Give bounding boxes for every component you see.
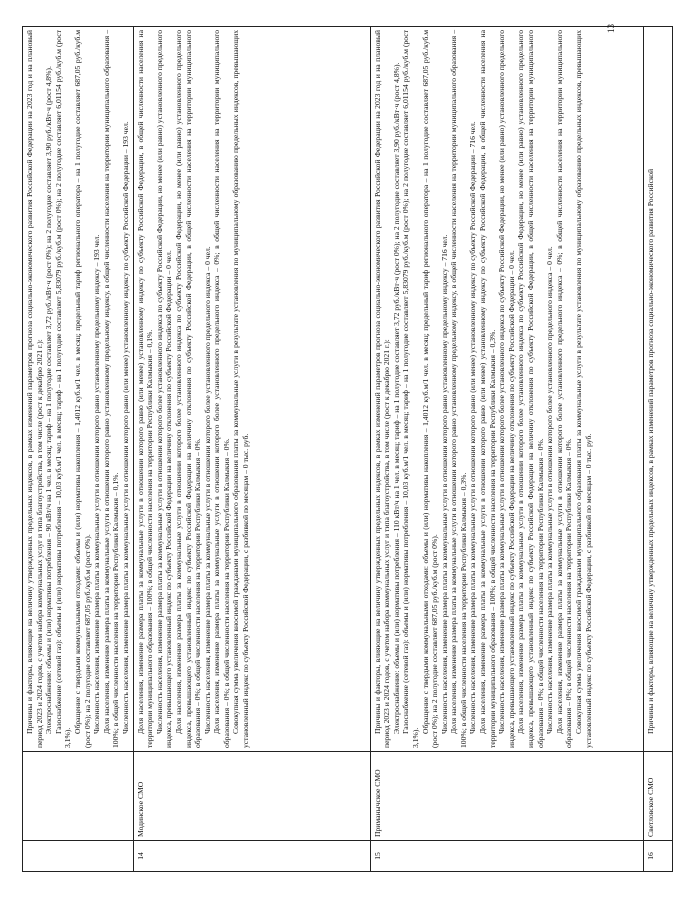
description-paragraph: Доля населения, изменение размера платы за коммунальные услуги в отношении которого равно установленному предельному индексу, в общей численности населения на территории муниципального образования – 100%; в общей численности населения на территории Республики Калмыкия – 0,3%. (449, 30, 468, 748)
municipality-name: Приманычское СМО (370, 752, 643, 841)
description-cell (133, 27, 370, 752)
description-paragraph: Численность населения, изменение размера платы за коммунальные услуги в отношении которого равно (или менее) установленному индексу по субъекту Российской Федерации – 193 чел. (120, 121, 130, 734)
description-paragraph: Электроснабжение: объемы и (или) нормативы потребления – 110 кВт/ч на 1 чел. в месяц; тариф – на 1 полугодие составляет 3,72 руб./кВт·ч (рост 0%); на 2 полугодие составляет 3,90 руб./кВт·ч (рост 4,8%). (391, 62, 401, 734)
description-paragraph: Численность населения, изменение размера платы за коммунальные услуги в отношении которого более установленного индекса по субъекту Российской Федерации, но менее (или равно) установленного предельного индекса, превышающего установленный индекс по субъекту Российской Федерации на величину отклонения по субъекту Российской Федерации – 0 чел. (497, 30, 516, 748)
description-cell (643, 27, 672, 752)
document-page (14, 12, 655, 890)
description-paragraph: Доля населения, изменение размера платы за коммунальные услуги в отношении которого более установленного предельного индекса – 0%; в общей численности населения на территории муниципального образования – 0%; в общей численности населения на территории Республики Калмыкия – 0%. (554, 30, 574, 748)
municipality-name (23, 752, 134, 841)
description-cell (23, 27, 134, 752)
table-row (643, 27, 672, 872)
tariff-table (22, 26, 673, 872)
description-paragraph: Доля населения, изменение размера платы за коммунальные услуги в отношении которого более установленного индекса по субъекту Российской Федерации, но менее (или равно) установленного предельного индекса, превышающего установленный индекс по субъекту Российской Федерации на величину отклонения по субъекту Российской Федерации, в общей численности населения на территории муниципального образования – 0%; в общей численности населения на территории Республики Калмыкия – 0%. (516, 30, 545, 748)
description-cell (370, 27, 643, 752)
description-paragraph: Газоснабжение (сетевой газ): объемы и (или) нормативы потребления – 10,03 куб.м/1 чел. в месяц; тариф – на 1 полугодие составляет 5,83079 руб./куб.м (рост 0%); на 2 полугодие составляет 6,01154 руб./куб.м (рост 3,1%). (401, 30, 420, 748)
row-number: 14 (133, 841, 370, 872)
description-paragraph: Численность населения, изменение размера платы за коммунальные услуги в отношении которого равно установленному предельному индексу – 193 чел. (92, 234, 102, 734)
description-paragraph: Численность населения, изменение размера платы за коммунальные услуги в отношении которого более установленного предельного индекса – 0 чел. (545, 246, 555, 734)
table-row (370, 27, 643, 872)
rotated-page-content (14, 12, 655, 890)
table-row (133, 27, 370, 872)
description-paragraph: Причины и факторы, влияющие на величину утвержденных предельных индексов, в рамках изменений параметров прогноза социально-экономического развития Российской (645, 168, 655, 734)
description-paragraph: Численность населения, изменение размера платы за коммунальные услуги в отношении которого равно установленному предельному индексу – 716 чел. (439, 234, 449, 734)
table-row (23, 27, 134, 872)
description-paragraph: Причины и факторы, влияющие на величину утвержденных предельных индексов, в рамках изменений параметров прогноза социально-экономического развития Российской Федерации на 2023 год и на плановый период 2023 и 2024 годов, с учетом набора коммунальных услуг и типа благоустройства, в том числе (рост к декабрю 2021 г.): (372, 30, 392, 748)
municipality-name: Модинское СМО (133, 752, 370, 841)
description-paragraph: Причины и факторы, влияющие на величину утвержденных предельных индексов, в рамках изменений параметров прогноза социально-экономического развития Российской Федерации на 2023 год и на плановый период 2023 и 2024 годов, с учетом набора коммунальных услуг и типа благоустройства, в том числе (рост к декабрю 2021 г.): (25, 30, 44, 748)
description-paragraph: Совокупная сумма увеличения вносимой гражданами муниципального образования платы за коммунальные услуги в результате установления по муниципальному образованию предельных индексов, превышающих установленный индекс по субъекту Российской Федерации, с разбивкой по месяцам – 0 тыс. руб. (231, 30, 251, 748)
description-paragraph: Численность населения, изменение размера платы за коммунальные услуги в отношении которого более установленного индекса по субъекту Российской Федерации, но менее (или равно) установленного предельного индекса, превышающего установленный индекс по субъекту Российской Федерации на величину отклонения по субъекту Российской Федерации – 0 чел. (154, 30, 174, 748)
description-paragraph: Обращение с твердыми коммунальными отходами: объемы и (или) нормативы накопления – 1,4012 куб.м/1 чел. в месяц; предельный тариф регионального оператора – на 1 полугодие составляет 687,05 руб./куб.м (рост 0%); на 2 полугодие составляет 687,05 руб./куб.м (рост 0%). (420, 30, 440, 748)
row-number (23, 841, 134, 872)
row-number: 15 (370, 841, 643, 872)
description-paragraph: Совокупная сумма увеличения вносимой гражданами муниципального образования платы за коммунальные услуги в результате установления по муниципальному образованию предельных индексов, превышающих установленный индекс по субъекту Российской Федерации, с разбивкой по месяцам – 0 тыс. руб. (574, 30, 593, 748)
description-paragraph: Доля населения, изменение размера платы за коммунальные услуги в отношении которого равно (или менее) установленному индексу по субъекту Российской Федерации, в общей численности населения на территории муниципального образования – 100%; в общей численности населения на территории Республики Калмыкия – 0,1%. (135, 30, 155, 748)
description-paragraph: Обращение с твердыми коммунальными отходами: объемы и (или) нормативы накопления – 1,4012 куб.м/1 чел. в месяц; предельный тариф регионального оператора – на 1 полугодие составляет 687,05 руб./куб.м (рост 0%); на 2 полугодие составляет 687,05 руб./куб.м (рост 0%). (72, 30, 92, 748)
description-paragraph: Численность населения, изменение размера платы за коммунальные услуги в отношении которого равно (или менее) установленному индексу по субъекту Российской Федерации – 716 чел. (468, 121, 478, 734)
description-paragraph: Доля населения, изменение размера платы за коммунальные услуги в отношении которого равно (или менее) установленному индексу по субъекту Российской Федерации, в общей численности населения на территории муниципального образования – 100%; в общей численности населения на территории Республики Калмыкия – 0,3%. (478, 30, 497, 748)
description-paragraph: Доля населения, изменение размера платы за коммунальные услуги в отношении которого более установленного предельного индекса – 0%; в общей численности населения на территории муниципального образования – 0%; в общей численности населения на территории Республики Калмыкия – 0%. (212, 30, 231, 748)
description-paragraph: Доля населения, изменение размера платы за коммунальные услуги в отношении которого равно установленному предельному индексу, в общей численности населения на территории муниципального образования – 100%; в общей численности населения на территории Республики Калмыкия – 0,1%. (101, 30, 121, 748)
row-number: 16 (643, 841, 672, 872)
page-number: 13 (606, 24, 616, 33)
description-paragraph: Газоснабжение (сетевой газ): объемы и (или) нормативы потребления – 10,03 куб.м/1 чел. в месяц; тариф – на 1 полугодие составляет 5,83079 руб./куб.м (рост 0%); на 2 полугодие составляет 6,01154 руб./куб.м (рост 3,1%). (53, 30, 73, 748)
municipality-name: Светловское СМО (643, 752, 672, 841)
description-paragraph: Доля населения, изменение размера платы за коммунальные услуги в отношении которого более установленного индекса по субъекту Российской Федерации, но менее (или равно) установленного предельного индекса, превышающего установленный индекс по субъекту Российской Федерации на величину отклонения по субъекту Российской Федерации, в общей численности населения на территории муниципального образования – 0%; в общей численности населения на территории Республики Калмыкия – 0%. (173, 30, 203, 748)
description-paragraph: Электроснабжение: объемы и (или) нормативы потребления – 90 кВт/ч на 1 чел. в месяц; тариф – на 1 полугодие составляет 3,72 руб./кВт·ч (рост 0%); на 2 полугодие составляет 3,90 руб./кВт·ч (рост 4,8%). (44, 66, 54, 734)
description-paragraph: Численность населения, изменение размера платы за коммунальные услуги в отношении которого более установленного предельного индекса – 0 чел. (202, 246, 212, 734)
